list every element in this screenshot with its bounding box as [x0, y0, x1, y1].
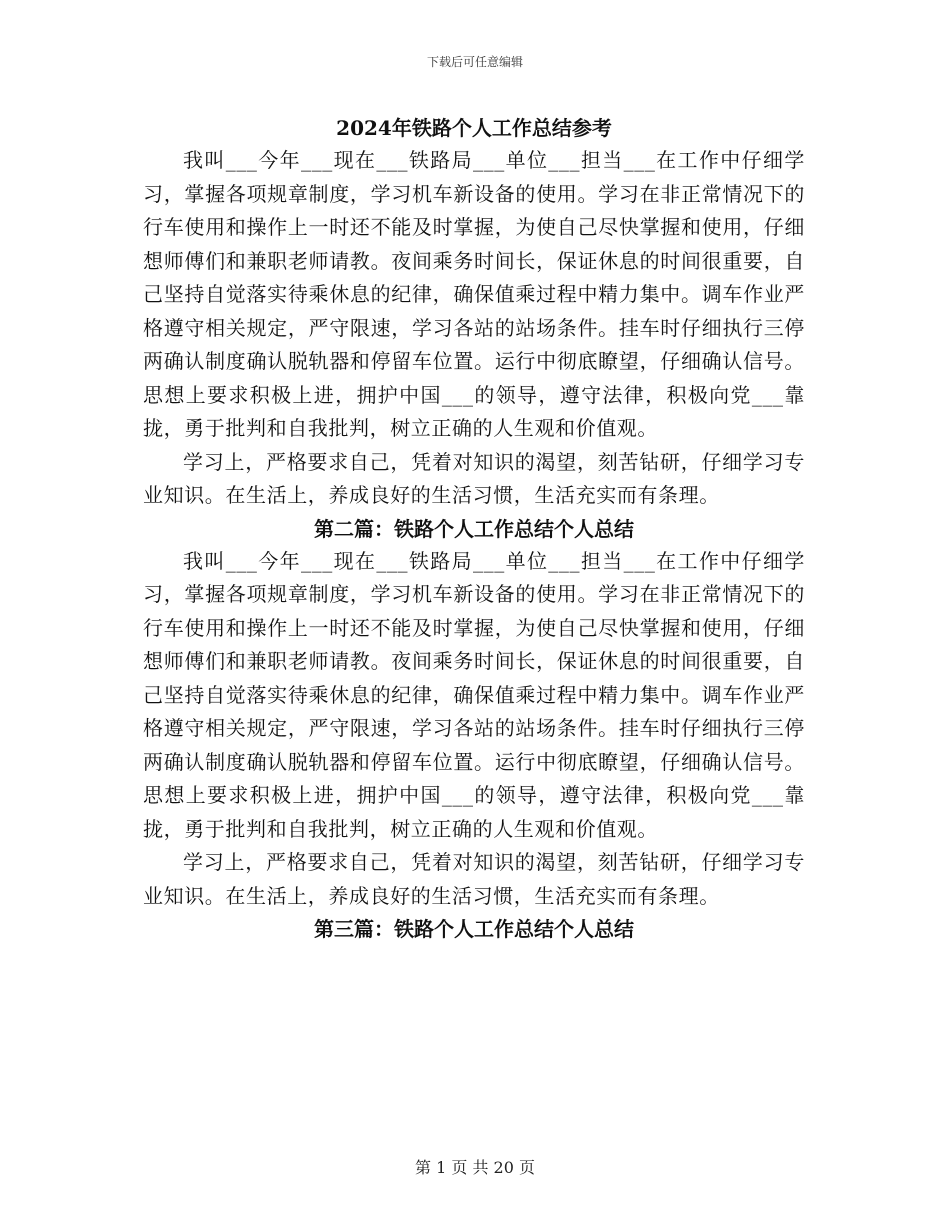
page-number-footer: 第 1 页 共 20 页: [415, 1158, 535, 1177]
paragraph: 学习上，严格要求自己，凭着对知识的渴望，刻苦钻研，仔细学习专业知识。在生活上，养成良好的生活习惯，生活充实而有条理。: [143, 850, 805, 908]
header-note: 下载后可任意编辑: [426, 55, 523, 69]
paragraph: 我叫___今年___现在___铁路局___单位___担当___在工作中仔细学习，掌握各项规章制度，学习机车新设备的使用。学习在非正常情况下的行车使用和操作上一时还不能及时掌握，为使自己尽快掌握和使用，仔细想师傅们和兼职老师请教。夜间乘务时间长，保证休息的时间很重要，自己坚持自觉落实待乘休息的纪律，确保值乘过程中精力集中。调车作业严格遵守相关规定，严守限速，学习各站的站场条件。挂车时仔细执行三停两确认制度确认脱轨器和停留车位置。运行中彻底瞭望，仔细确认信号。思想上要求积极上进，拥护中国___的领导，遵守法律，积极向党___靠拢，勇于批判和自我批判，树立正确的人生观和价值观。: [143, 148, 805, 440]
document-title: 2024年铁路个人工作总结参考: [336, 116, 612, 140]
document-body: [143, 112, 805, 945]
paragraph: 我叫___今年___现在___铁路局___单位___担当___在工作中仔细学习，掌握各项规章制度，学习机车新设备的使用。学习在非正常情况下的行车使用和操作上一时还不能及时掌握，为使自己尽快掌握和使用，仔细想师傅们和兼职老师请教。夜间乘务时间长，保证休息的时间很重要，自己坚持自觉落实待乘休息的纪律，确保值乘过程中精力集中。调车作业严格遵守相关规定，严守限速，学习各站的站场条件。挂车时仔细执行三停两确认制度确认脱轨器和停留车位置。运行中彻底瞭望，仔细确认信号。思想上要求积极上进，拥护中国___的领导，遵守法律，积极向党___靠拢，勇于批判和自我批判，树立正确的人生观和价值观。: [143, 548, 805, 841]
paragraph: 学习上，严格要求自己，凭着对知识的渴望，刻苦钻研，仔细学习专业知识。在生活上，养成良好的生活习惯，生活充实而有条理。: [143, 449, 805, 507]
section-heading: 第二篇：铁路个人工作总结个人总结: [314, 516, 634, 541]
section-heading: 第三篇：铁路个人工作总结个人总结: [314, 917, 634, 941]
